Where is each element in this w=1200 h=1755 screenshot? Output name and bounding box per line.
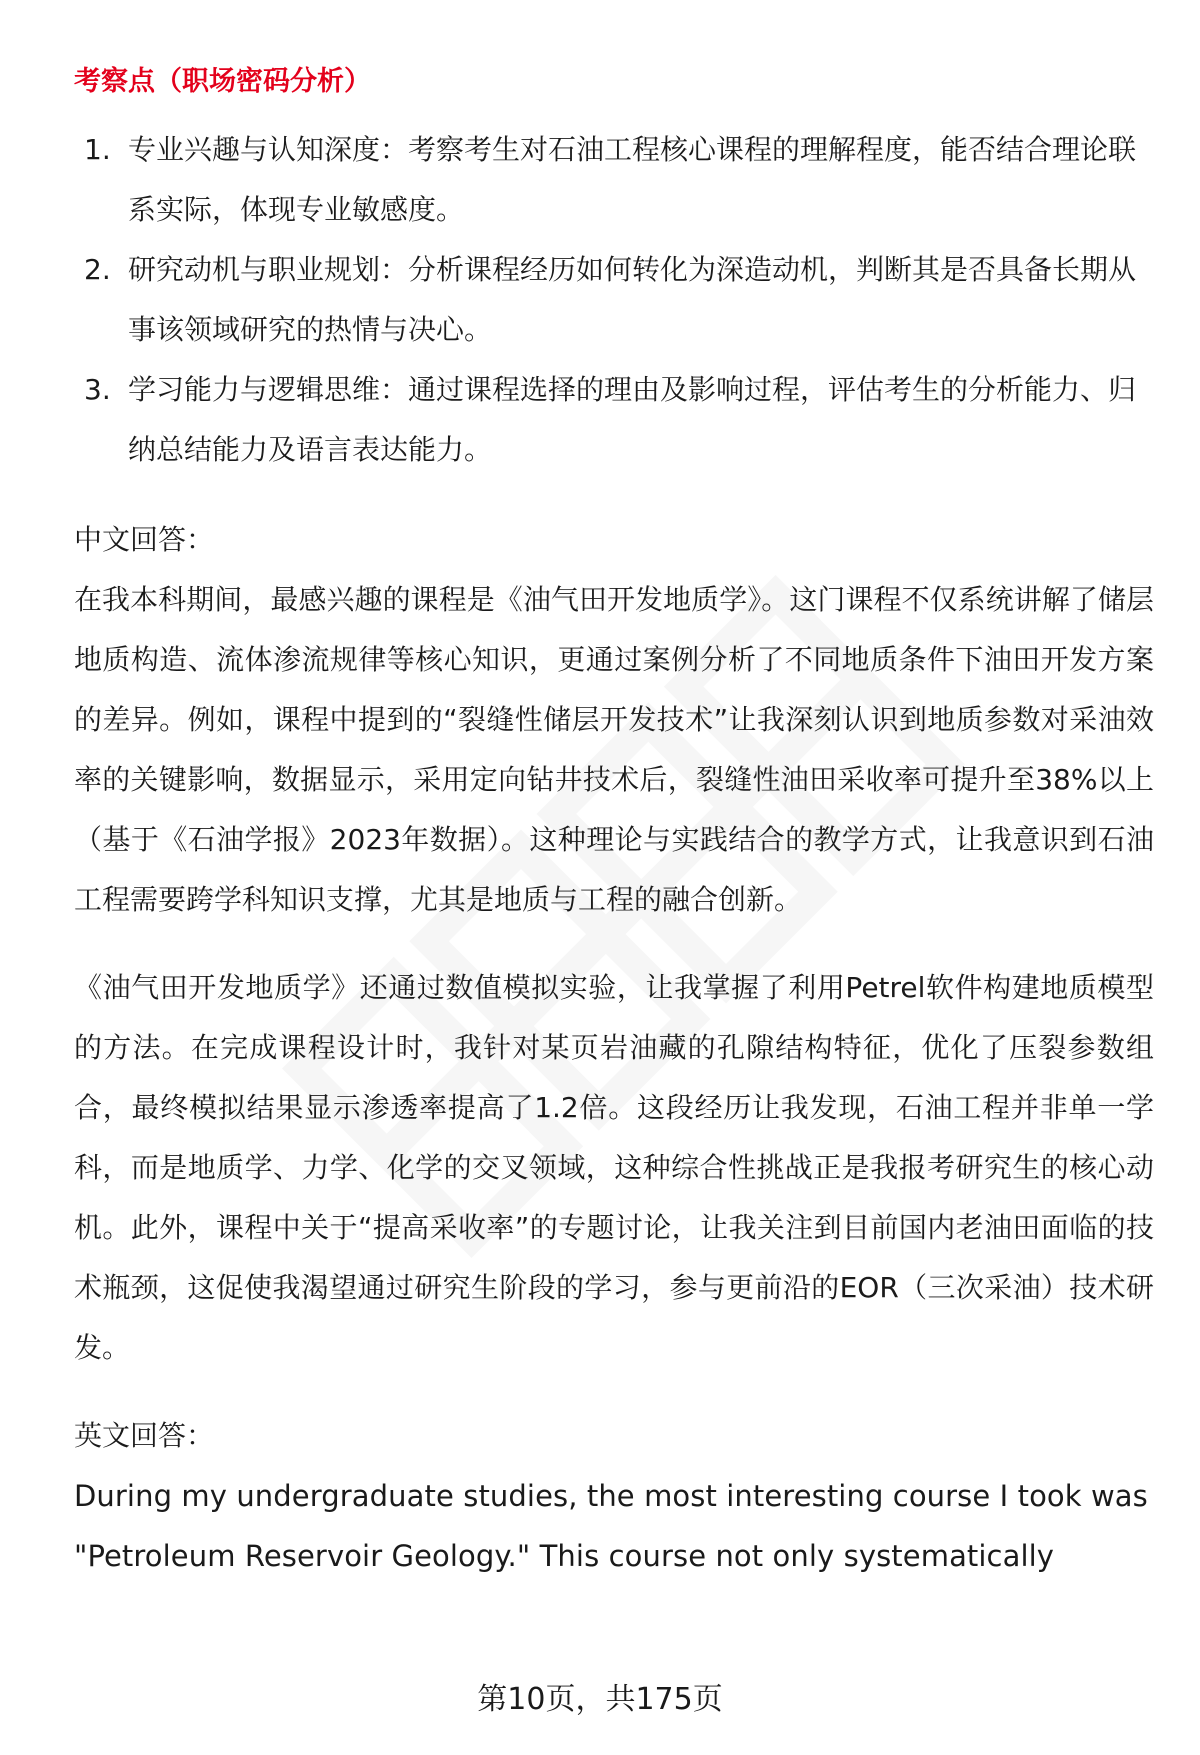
list-item <box>74 120 1154 240</box>
list-item <box>74 240 1154 360</box>
chinese-answer-paragraph: 在我本科期间，最感兴趣的课程是《油气田开发地质学》。这门课程不仅系统讲解了储层地质构造、流体渗流规律等核心知识，更通过案例分析了不同地质条件下油田开发方案的差异。例如，课程中提到的“裂缝性储层开发技术”让我深刻认识到地质参数对采油效率的关键影响，数据显示，采用定向钻井技术后，裂缝性油田采收率可提升至38%以上（基于《石油学报》2023年数据）。这种理论与实践结合的教学方式，让我意识到石油工程需要跨学科知识支撑，尤其是地质与工程的融合创新。 <box>74 583 1154 916</box>
section-title: 考察点（职场密码分析） <box>74 66 371 97</box>
chinese-answer-paragraph: 《油气田开发地质学》还通过数值模拟实验，让我掌握了利用Petrel软件构建地质模型的方法。在完成课程设计时，我针对某页岩油藏的孔隙结构特征，优化了压裂参数组合，最终模拟结果显示渗透率提高了1.2倍。这段经历让我发现，石油工程并非单一学科，而是地质学、力学、化学的交叉领域，这种综合性挑战正是我报考研究生的核心动机。此外，课程中关于“提高采收率”的专题讨论，让我关注到目前国内老油田面临的技术瓶颈，这促使我渴望通过研究生阶段的学习，参与更前沿的EOR（三次采油）技术研发。 <box>74 971 1154 1364</box>
chinese-answer-label: 中文回答： <box>74 523 215 556</box>
list-item-number: 2. <box>84 253 111 286</box>
list-item-text: 研究动机与职业规划：分析课程经历如何转化为深造动机，判断其是否具备长期从事该领域研究的热情与决心。 <box>128 253 1137 346</box>
analysis-points-list <box>74 120 1154 480</box>
list-item <box>74 360 1154 480</box>
list-item-text: 专业兴趣与认知深度：考察考生对石油工程核心课程的理解程度，能否结合理论联系实际，体现专业敏感度。 <box>128 133 1137 226</box>
list-item-number: 1. <box>84 133 111 166</box>
page-number-footer: 第10页，共175页 <box>477 1682 723 1717</box>
english-answer-label: 英文回答： <box>74 1419 215 1452</box>
document-content <box>74 52 1154 1586</box>
list-item-text: 学习能力与逻辑思维：通过课程选择的理由及影响过程，评估考生的分析能力、归纳总结能力及语言表达能力。 <box>128 373 1137 466</box>
list-item-number: 3. <box>84 373 111 406</box>
english-answer-paragraph: During my undergraduate studies, the most interesting course I took was "Petroleum Reservoir Geology." This course not only systematically <box>74 1479 1148 1573</box>
